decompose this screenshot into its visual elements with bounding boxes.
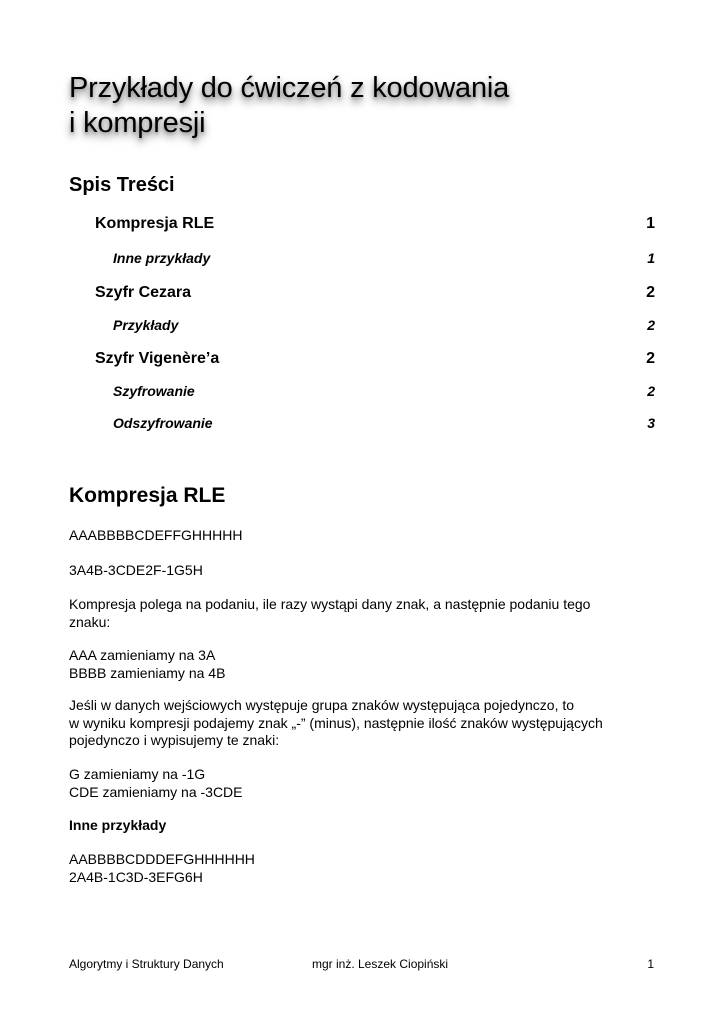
toc-entry-label: Inne przykłady xyxy=(113,250,211,266)
toc-entry-page: 3 xyxy=(647,415,655,431)
toc-entry-page: 2 xyxy=(646,350,655,367)
document-title-line-1: Przykłady do ćwiczeń z kodowania xyxy=(69,72,510,104)
toc-entry-label: Szyfr Vigenère’a xyxy=(95,350,220,367)
document-title-line-2: i kompresji xyxy=(69,107,206,139)
toc-entry-szyfr-cezara[interactable] xyxy=(95,284,655,302)
toc-entry-page: 1 xyxy=(646,215,655,232)
output-example: 3A4B-3CDE2F-1G5H xyxy=(69,562,203,578)
section-title: Kompresja RLE xyxy=(69,484,226,507)
input-example: AAABBBBCDEFFGHHHHH xyxy=(69,527,243,543)
toc-entry-label: Szyfrowanie xyxy=(113,383,195,399)
toc-entry-page: 2 xyxy=(646,284,655,301)
footer-author: mgr inż. Leszek Ciopiński xyxy=(312,957,449,971)
paragraph-line: G zamieniamy na -1G xyxy=(69,766,206,782)
other-examples-paragraph xyxy=(69,851,669,886)
footer-page-number: 1 xyxy=(647,957,654,971)
toc-entry-odszyfrowanie[interactable] xyxy=(113,415,655,431)
subsection-heading: Inne przykłady xyxy=(69,817,167,833)
toc-entry-page: 2 xyxy=(647,383,655,399)
description-paragraph-2 xyxy=(69,697,669,750)
paragraph-line: AAA zamieniamy na 3A xyxy=(69,647,216,663)
toc-entry-label: Odszyfrowanie xyxy=(113,415,213,431)
paragraph-line: Jeśli w danych wejściowych występuje grupa znaków występująca pojedynczo, to xyxy=(69,697,575,713)
toc-entry-label: Przykłady xyxy=(113,317,179,333)
paragraph-line: AABBBBCDDDEFGHHHHHH xyxy=(69,851,255,867)
paragraph-line: w wyniku kompresji podajemy znak „-” (minus), następnie ilość znaków występujących xyxy=(69,714,603,731)
paragraph-line: BBBB zamieniamy na 4B xyxy=(69,664,226,681)
toc-entry-page: 1 xyxy=(647,250,655,266)
paragraph-line: znaku: xyxy=(69,613,111,630)
examples-paragraph-1 xyxy=(69,647,669,682)
toc-entry-label: Kompresja RLE xyxy=(95,215,215,232)
toc-entry-kompresja-rle[interactable] xyxy=(95,215,655,233)
paragraph-line: pojedynczo i wypisujemy te znaki: xyxy=(69,732,280,748)
toc-entry-inne-przyklady[interactable] xyxy=(113,250,655,266)
footer-course: Algorytmy i Struktury Danych xyxy=(69,957,224,971)
paragraph-line: CDE zamieniamy na -3CDE xyxy=(69,783,243,800)
toc-entry-page: 2 xyxy=(647,317,655,333)
paragraph-line: 2A4B-1C3D-3EFG6H xyxy=(69,868,203,885)
document-title xyxy=(69,71,509,141)
examples-paragraph-2 xyxy=(69,766,669,801)
toc-heading: Spis Treści xyxy=(69,174,175,196)
toc-entry-szyfr-vigenere[interactable] xyxy=(95,350,655,368)
description-paragraph xyxy=(69,596,669,631)
toc-entry-przyklady[interactable] xyxy=(113,317,655,333)
toc-entry-szyfrowanie[interactable] xyxy=(113,383,655,399)
paragraph-line: Kompresja polega na podaniu, ile razy wystąpi dany znak, a następnie podaniu tego xyxy=(69,596,591,612)
toc-entry-label: Szyfr Cezara xyxy=(95,284,192,301)
